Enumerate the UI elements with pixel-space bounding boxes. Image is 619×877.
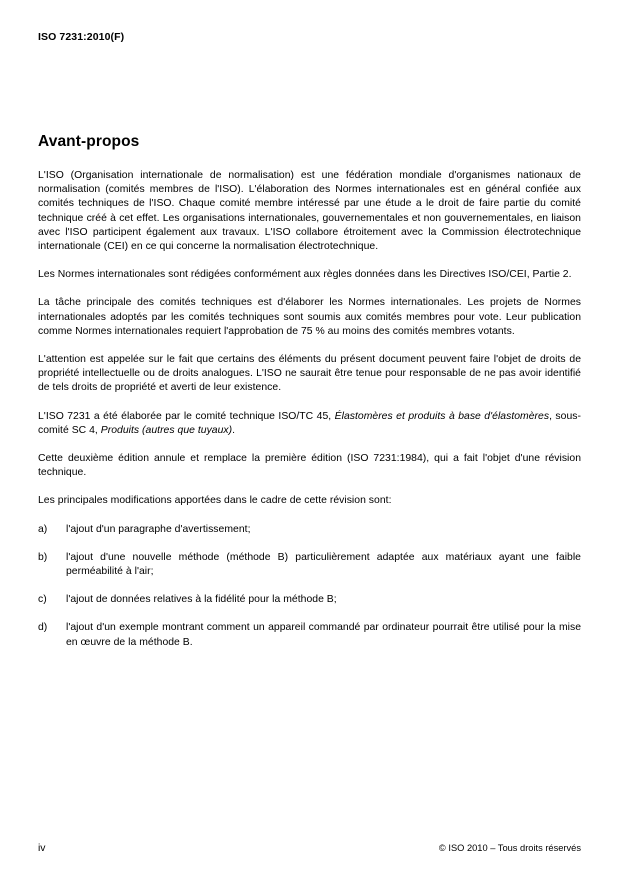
- list-item-marker: c): [38, 594, 47, 606]
- paragraph-revision-intro: Les principales modifications apportées dans le cadre de cette révision sont:: [38, 495, 392, 507]
- document-content: [38, 132, 581, 650]
- committee-title-elastomers: Élastomères et produits à base d'élastomères: [334, 410, 550, 422]
- list-item: [38, 523, 581, 537]
- document-footer: [38, 842, 581, 855]
- standard-reference: ISO 7231:2010(F): [38, 31, 125, 43]
- page-title: Avant-propos: [38, 133, 140, 150]
- revision-changes-list: [38, 523, 581, 650]
- paragraph-directives: Les Normes internationales sont rédigées conformément aux règles données dans les Directives ISO/CEI, Partie 2.: [38, 269, 572, 281]
- document-header: [38, 31, 581, 44]
- list-item-label: l'ajout de données relatives à la fidélité pour la méthode B;: [66, 594, 337, 606]
- list-item-label: l'ajout d'un paragraphe d'avertissement;: [66, 523, 251, 535]
- committee-text-part3: .: [232, 424, 236, 436]
- paragraph-approval-process: La tâche principale des comités techniques est d'élaborer les Normes internationales. Les projets de Normes internationales adoptés par les comités techniques sont soumis aux comités membres pour vote. Leur publication comme Normes internationales requiert l'approbation de 75 % au moins des comités membres votants.: [38, 297, 581, 337]
- paragraph-committee-origin: [38, 410, 581, 438]
- committee-text-part1: L'ISO 7231 a été élaborée par le comité technique ISO/TC 45,: [38, 410, 335, 422]
- list-item: [38, 621, 581, 649]
- list-item-marker: b): [38, 551, 48, 563]
- list-item-label: l'ajout d'un exemple montrant comment un appareil commandé par ordinateur pourrait être utilisé pour la mise en œuvre de la méthode B.: [66, 622, 581, 648]
- paragraph-iso-description: L'ISO (Organisation internationale de normalisation) est une fédération mondiale d'organismes nationaux de normalisation (comités membres de l'ISO). L'élaboration des Normes internationales est en général confiée aux comités techniques de l'ISO. Chaque comité membre intéressé par une étude a le droit de faire partie du comité technique créé à cet effet. Les organisations internationales, gouvernementales et non gouvernementales, en liaison avec l'ISO participent également aux travaux. L'ISO collabore étroitement avec la Commission électrotechnique internationale (CEI) en ce qui concerne la normalisation électrotechnique.: [38, 170, 581, 253]
- page-number: iv: [38, 843, 46, 854]
- subcommittee-title-products: Produits (autres que tuyaux): [100, 424, 233, 436]
- list-item-label: l'ajout d'une nouvelle méthode (méthode B) particulièrement adaptée aux matériaux ayant une faible perméabilité à l'air;: [66, 551, 581, 578]
- copyright-notice: © ISO 2010 – Tous droits réservés: [438, 843, 581, 853]
- list-item-marker: d): [38, 622, 48, 634]
- paragraph-patent-rights: L'attention est appelée sur le fait que certains des éléments du présent document peuvent faire l'objet de droits de propriété intellectuelle ou de droits analogues. L'ISO ne saurait être tenue pour responsable de ne pas avoir identifié de tels droits de propriété et averti de leur existence.: [38, 354, 581, 394]
- paragraph-edition-notice: Cette deuxième édition annule et remplace la première édition (ISO 7231:1984), qui a fait l'objet d'une révision technique.: [38, 453, 581, 479]
- list-item: [38, 593, 581, 607]
- committee-text-part2: , sous-comité SC 4,: [38, 410, 581, 436]
- list-item-marker: a): [38, 523, 48, 535]
- list-item: [38, 551, 581, 579]
